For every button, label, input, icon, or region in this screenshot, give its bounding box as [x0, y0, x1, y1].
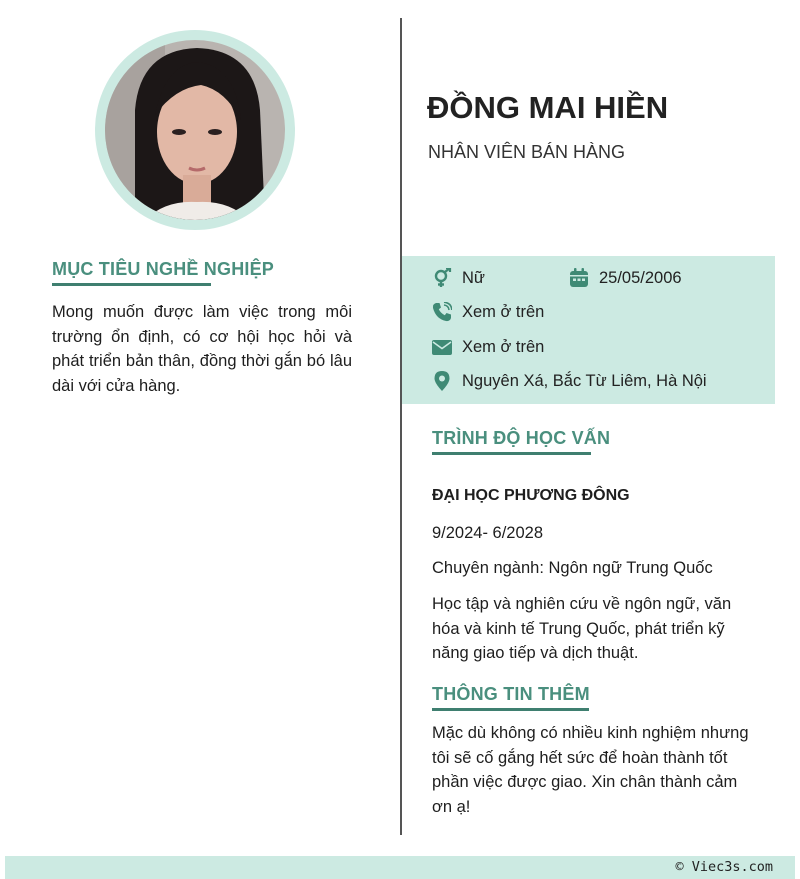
candidate-name: ĐỒNG MAI HIỀN: [427, 90, 669, 125]
job-title: NHÂN VIÊN BÁN HÀNG: [428, 142, 626, 162]
profile-photo: [105, 40, 285, 220]
email-value: Xem ở trên: [462, 337, 545, 356]
calendar-icon: [569, 268, 589, 288]
education-title: TRÌNH ĐỘ HỌC VẤN: [432, 428, 611, 448]
additional-underline: [432, 708, 589, 711]
education-underline: [432, 452, 591, 455]
phone-row: [432, 302, 544, 322]
additional-title: THÔNG TIN THÊM: [432, 684, 590, 704]
education-description: Học tập và nghiên cứu về ngôn ngữ, văn hóa và kinh tế Trung Quốc, phát triển kỹ năng giao tiếp và dịch thuật.: [432, 595, 732, 662]
address-value: Nguyên Xá, Bắc Từ Liêm, Hà Nội: [462, 371, 707, 390]
objective-text: Mong muốn được làm việc trong môi trường ổn định, có cơ hội học hỏi và phát triển bản thân, đồng thời gắn bó lâu dài với cửa hàng.: [52, 303, 352, 395]
contact-info-box: [402, 256, 775, 404]
additional-text: Mặc dù không có nhiều kinh nghiệm nhưng tôi sẽ cố gắng hết sức để hoàn thành tốt phần việc được giao. Xin chân thành cảm ơn ạ!: [432, 724, 749, 816]
birthdate-row: [569, 268, 682, 288]
major: Chuyên ngành: Ngôn ngữ Trung Quốc: [432, 559, 713, 577]
objective-title: MỤC TIÊU NGHỀ NGHIỆP: [52, 259, 275, 279]
location-icon: [432, 371, 452, 391]
email-row: [432, 337, 544, 357]
phone-icon: [432, 302, 452, 322]
gender-row: [432, 268, 485, 288]
footer-bar: [5, 856, 795, 879]
study-period: 9/2024- 6/2028: [432, 524, 544, 542]
column-divider: [400, 18, 402, 835]
copyright-link[interactable]: © Viec3s.com: [675, 859, 773, 875]
objective-underline: [52, 283, 211, 286]
avatar: [105, 40, 285, 220]
phone-value: Xem ở trên: [462, 302, 545, 321]
gender-icon: [432, 268, 452, 288]
address-row: [432, 371, 707, 391]
birthdate-value: 25/05/2006: [599, 268, 682, 287]
email-icon: [432, 337, 452, 357]
school-name: ĐẠI HỌC PHƯƠNG ĐÔNG: [432, 487, 630, 504]
avatar-ring: [95, 30, 295, 230]
gender-value: Nữ: [462, 268, 485, 287]
